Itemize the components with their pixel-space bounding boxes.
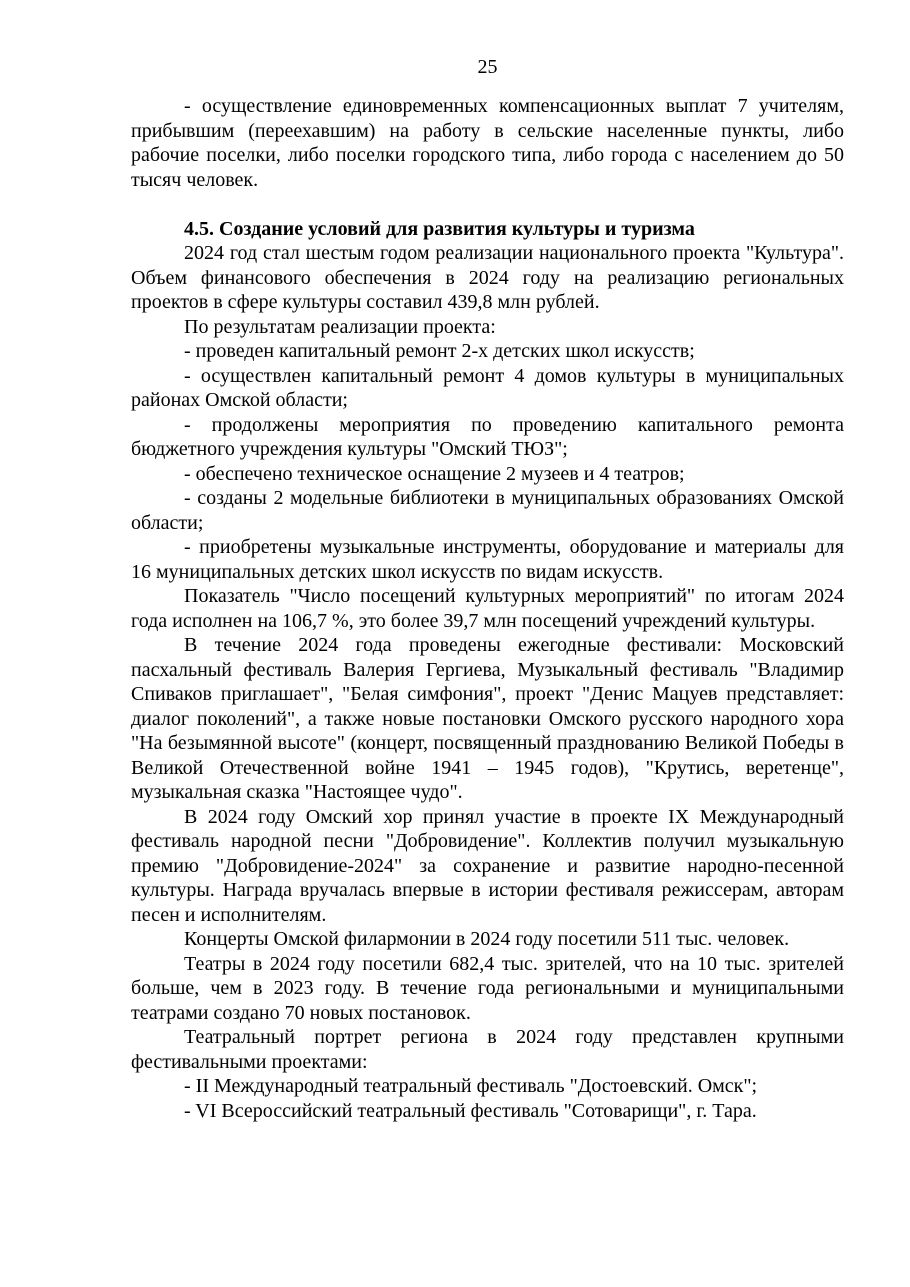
paragraph: 2024 год стал шестым годом реализации национального проекта "Культура". Объем финансового обеспечения в 2024 году на реализацию региональных проектов в сфере культуры составил 439,8 млн рублей.: [131, 242, 844, 313]
paragraph: По результатам реализации проекта:: [184, 315, 496, 338]
paragraph: Театры в 2024 году посетили 682,4 тыс. зрителей, что на 10 тыс. зрителей больше, чем в 2023 году. В течение года региональными и муниципальными театрами создано 70 новых постановок.: [131, 952, 844, 1024]
page-number: 25: [477, 56, 498, 78]
page-content: [131, 94, 844, 1123]
list-item: - продолжены мероприятия по проведению капитального ремонта бюджетного учреждения культуры "Омский ТЮЗ";: [131, 413, 844, 460]
list-item: - созданы 2 модельные библиотеки в муниципальных образованиях Омской области;: [131, 487, 844, 534]
section-heading: 4.5. Создание условий для развития культуры и туризма: [184, 217, 695, 240]
list-item: - II Международный театральный фестиваль "Достоевский. Омск";: [184, 1075, 758, 1097]
paragraph: В 2024 году Омский хор принял участие в проекте IX Международный фестиваль народной песни "Добровидение". Коллектив получил музыкальную премию "Добровидение-2024" за сохранение и развитие народно-песенной культуры. Награда вручалась впервые в истории фестиваля режиссерам, авторам песен и исполнителям.: [131, 805, 844, 926]
paragraph: - осуществление единовременных компенсационных выплат 7 учителям, прибывшим (переехавшим) на работу в сельские населенные пункты, либо рабочие поселки, либо поселки городского типа, либо города с населением до 50 тысяч человек.: [131, 95, 844, 191]
list-item: - осуществлен капитальный ремонт 4 домов культуры в муниципальных районах Омской области;: [131, 364, 844, 411]
paragraph: В течение 2024 года проведены ежегодные фестивали: Московский пасхальный фестиваль Валерия Гергиева, Музыкальный фестиваль "Владимир Спиваков приглашает", "Белая симфония", проект "Денис Мацуев представляет: диалог поколений", а также новые постановки Омского русского народного хора "На безымянной высоте" (концерт, посвященный празднованию Великой Победы в Великой Отечественной войне 1941 – 1945 годов), "Крутись, веретенце", музыкальная сказка "Настоящее чудо".: [131, 634, 844, 803]
list-item: - проведен капитальный ремонт 2-х детских школ искусств;: [184, 340, 695, 362]
list-item: - VI Всероссийский театральный фестиваль "Сотоварищи", г. Тара.: [184, 1099, 757, 1122]
list-item: - обеспечено техническое оснащение 2 музеев и 4 театров;: [184, 462, 685, 485]
paragraph: Показатель "Число посещений культурных мероприятий" по итогам 2024 года исполнен на 106,7 %, это более 39,7 млн посещений учреждений культуры.: [131, 585, 844, 632]
list-item: - приобретены музыкальные инструменты, оборудование и материалы для 16 муниципальных детских школ искусств по видам искусств.: [131, 536, 844, 583]
paragraph: Концерты Омской филармонии в 2024 году посетили 511 тыс. человек.: [184, 928, 790, 950]
paragraph: Театральный портрет региона в 2024 году представлен крупными фестивальными проектами:: [131, 1026, 844, 1073]
